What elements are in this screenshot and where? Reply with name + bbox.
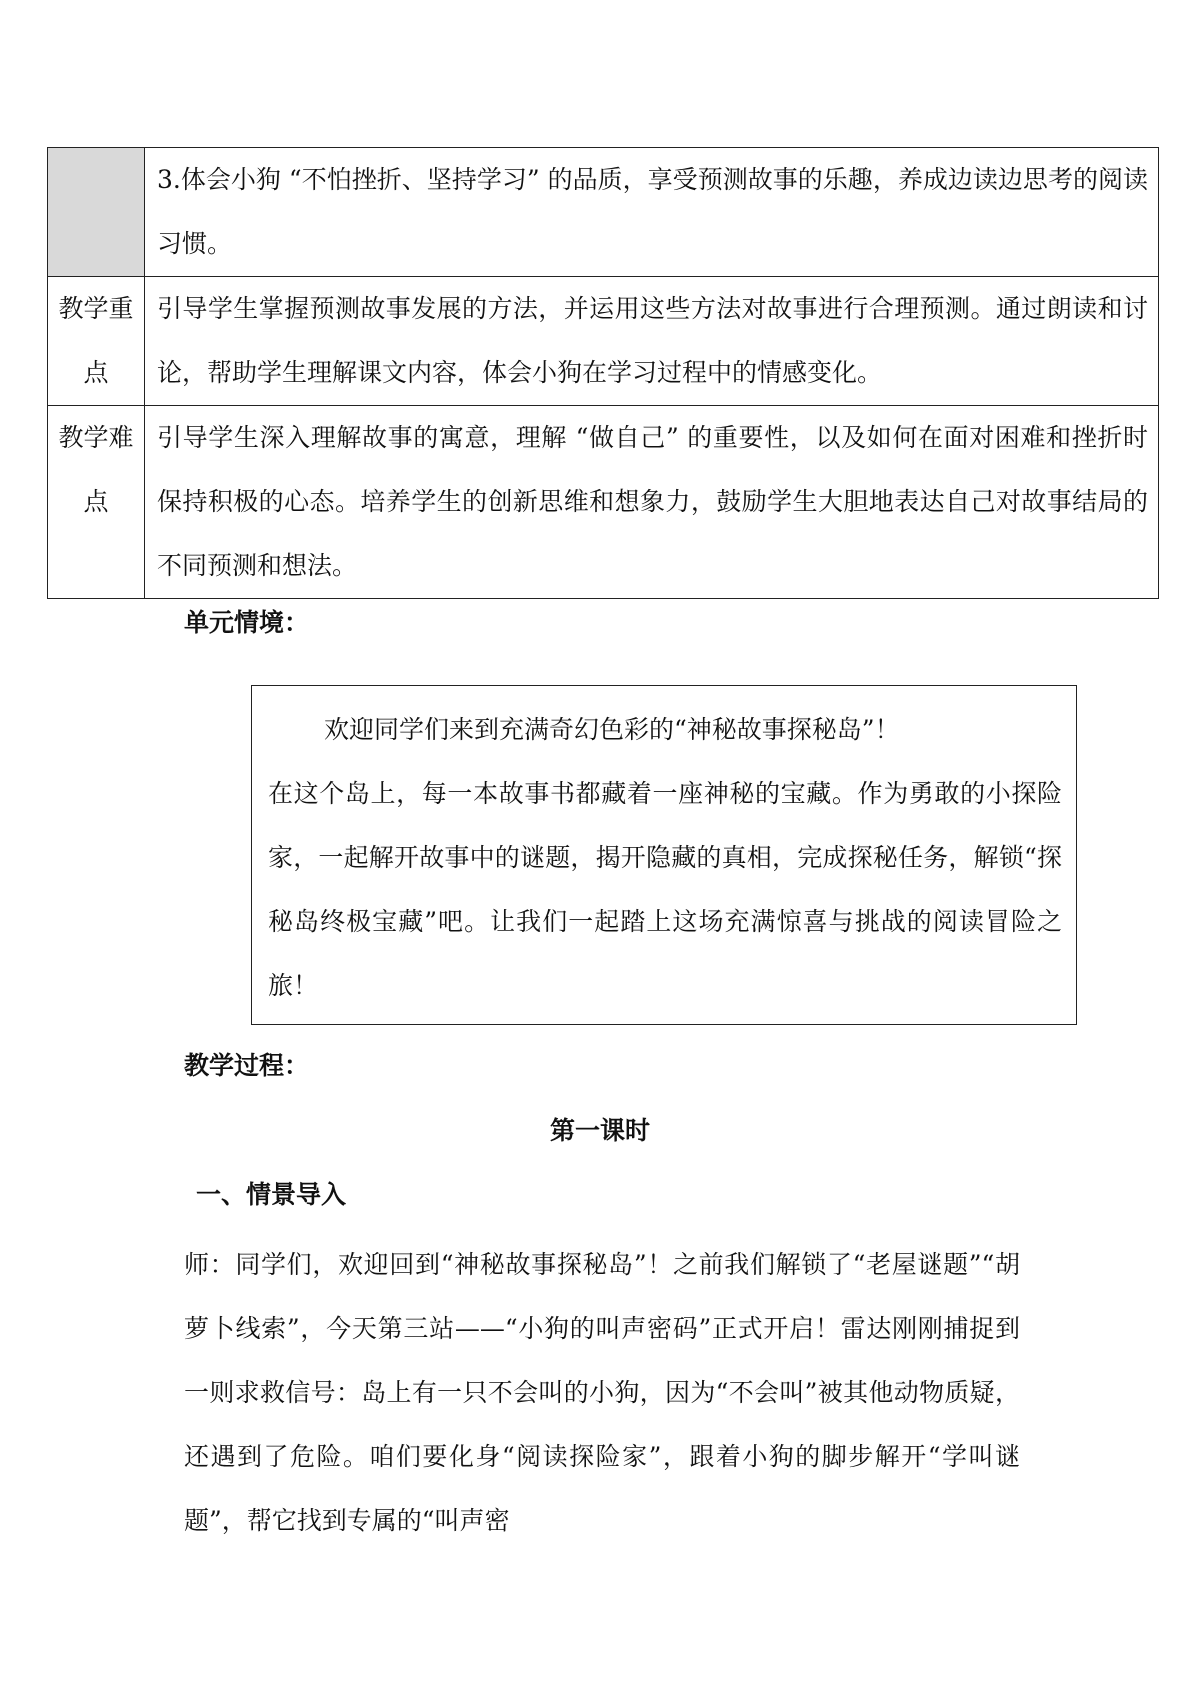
key-points-text: 引导学生掌握预测故事发展的方法，并运用这些方法对故事进行合理预测。通过朗读和讨论，帮助学生理解课文内容，体会小狗在学习过程中的情感变化。 xyxy=(145,277,1159,406)
intro-paragraph: 师：同学们，欢迎回到“神秘故事探秘岛”！之前我们解锁了“老屋谜题”“胡萝卜线索”，今天第三站——“小狗的叫声密码”正式开启！雷达刚刚捕捉到一则求救信号：岛上有一只不会叫的小狗，因为“不会叫”被其他动物质疑，还遇到了危险。咱们要化身“阅读探险家”，跟着小狗的脚步解开“学叫谜题”，帮它找到专属的“叫声密 xyxy=(184,1250,1020,1535)
situation-box xyxy=(251,685,1077,1025)
situation-welcome-line: 欢迎同学们来到充满奇幻色彩的“神秘故事探秘岛”！ xyxy=(324,715,900,744)
section-title-intro: 一、情景导入 xyxy=(196,1180,347,1209)
difficulties-text: 引导学生深入理解故事的寓意，理解 “做自己” 的重要性，以及如何在面对困难和挫折时保持积极的心态。培养学生的创新思维和想象力，鼓励学生大胆地表达自己对故事结局的不同预测和想法。 xyxy=(145,406,1159,599)
table-row-objective xyxy=(48,148,1159,277)
difficulties-label: 教学难点 xyxy=(48,406,145,599)
table-row-key-points xyxy=(48,277,1159,406)
teaching-process-heading: 教学过程： xyxy=(184,1051,310,1080)
teaching-plan-table xyxy=(47,147,1159,599)
key-points-label: 教学重点 xyxy=(48,277,145,406)
row-label-empty xyxy=(48,148,145,277)
table-row-difficulties xyxy=(48,406,1159,599)
situation-description: 在这个岛上，每一本故事书都藏着一座神秘的宝藏。作为勇敢的小探险家，一起解开故事中的谜题，揭开隐藏的真相，完成探秘任务，解锁“探秘岛终极宝藏”吧。让我们一起踏上这场充满惊喜与挑战的阅读冒险之旅！ xyxy=(268,779,1062,1000)
unit-situation-heading: 单元情境： xyxy=(184,608,310,637)
lesson-title: 第一课时 xyxy=(549,1116,650,1145)
objective-text: 3.体会小狗 “不怕挫折、坚持学习” 的品质，享受预测故事的乐趣，养成边读边思考的阅读习惯。 xyxy=(145,148,1159,277)
